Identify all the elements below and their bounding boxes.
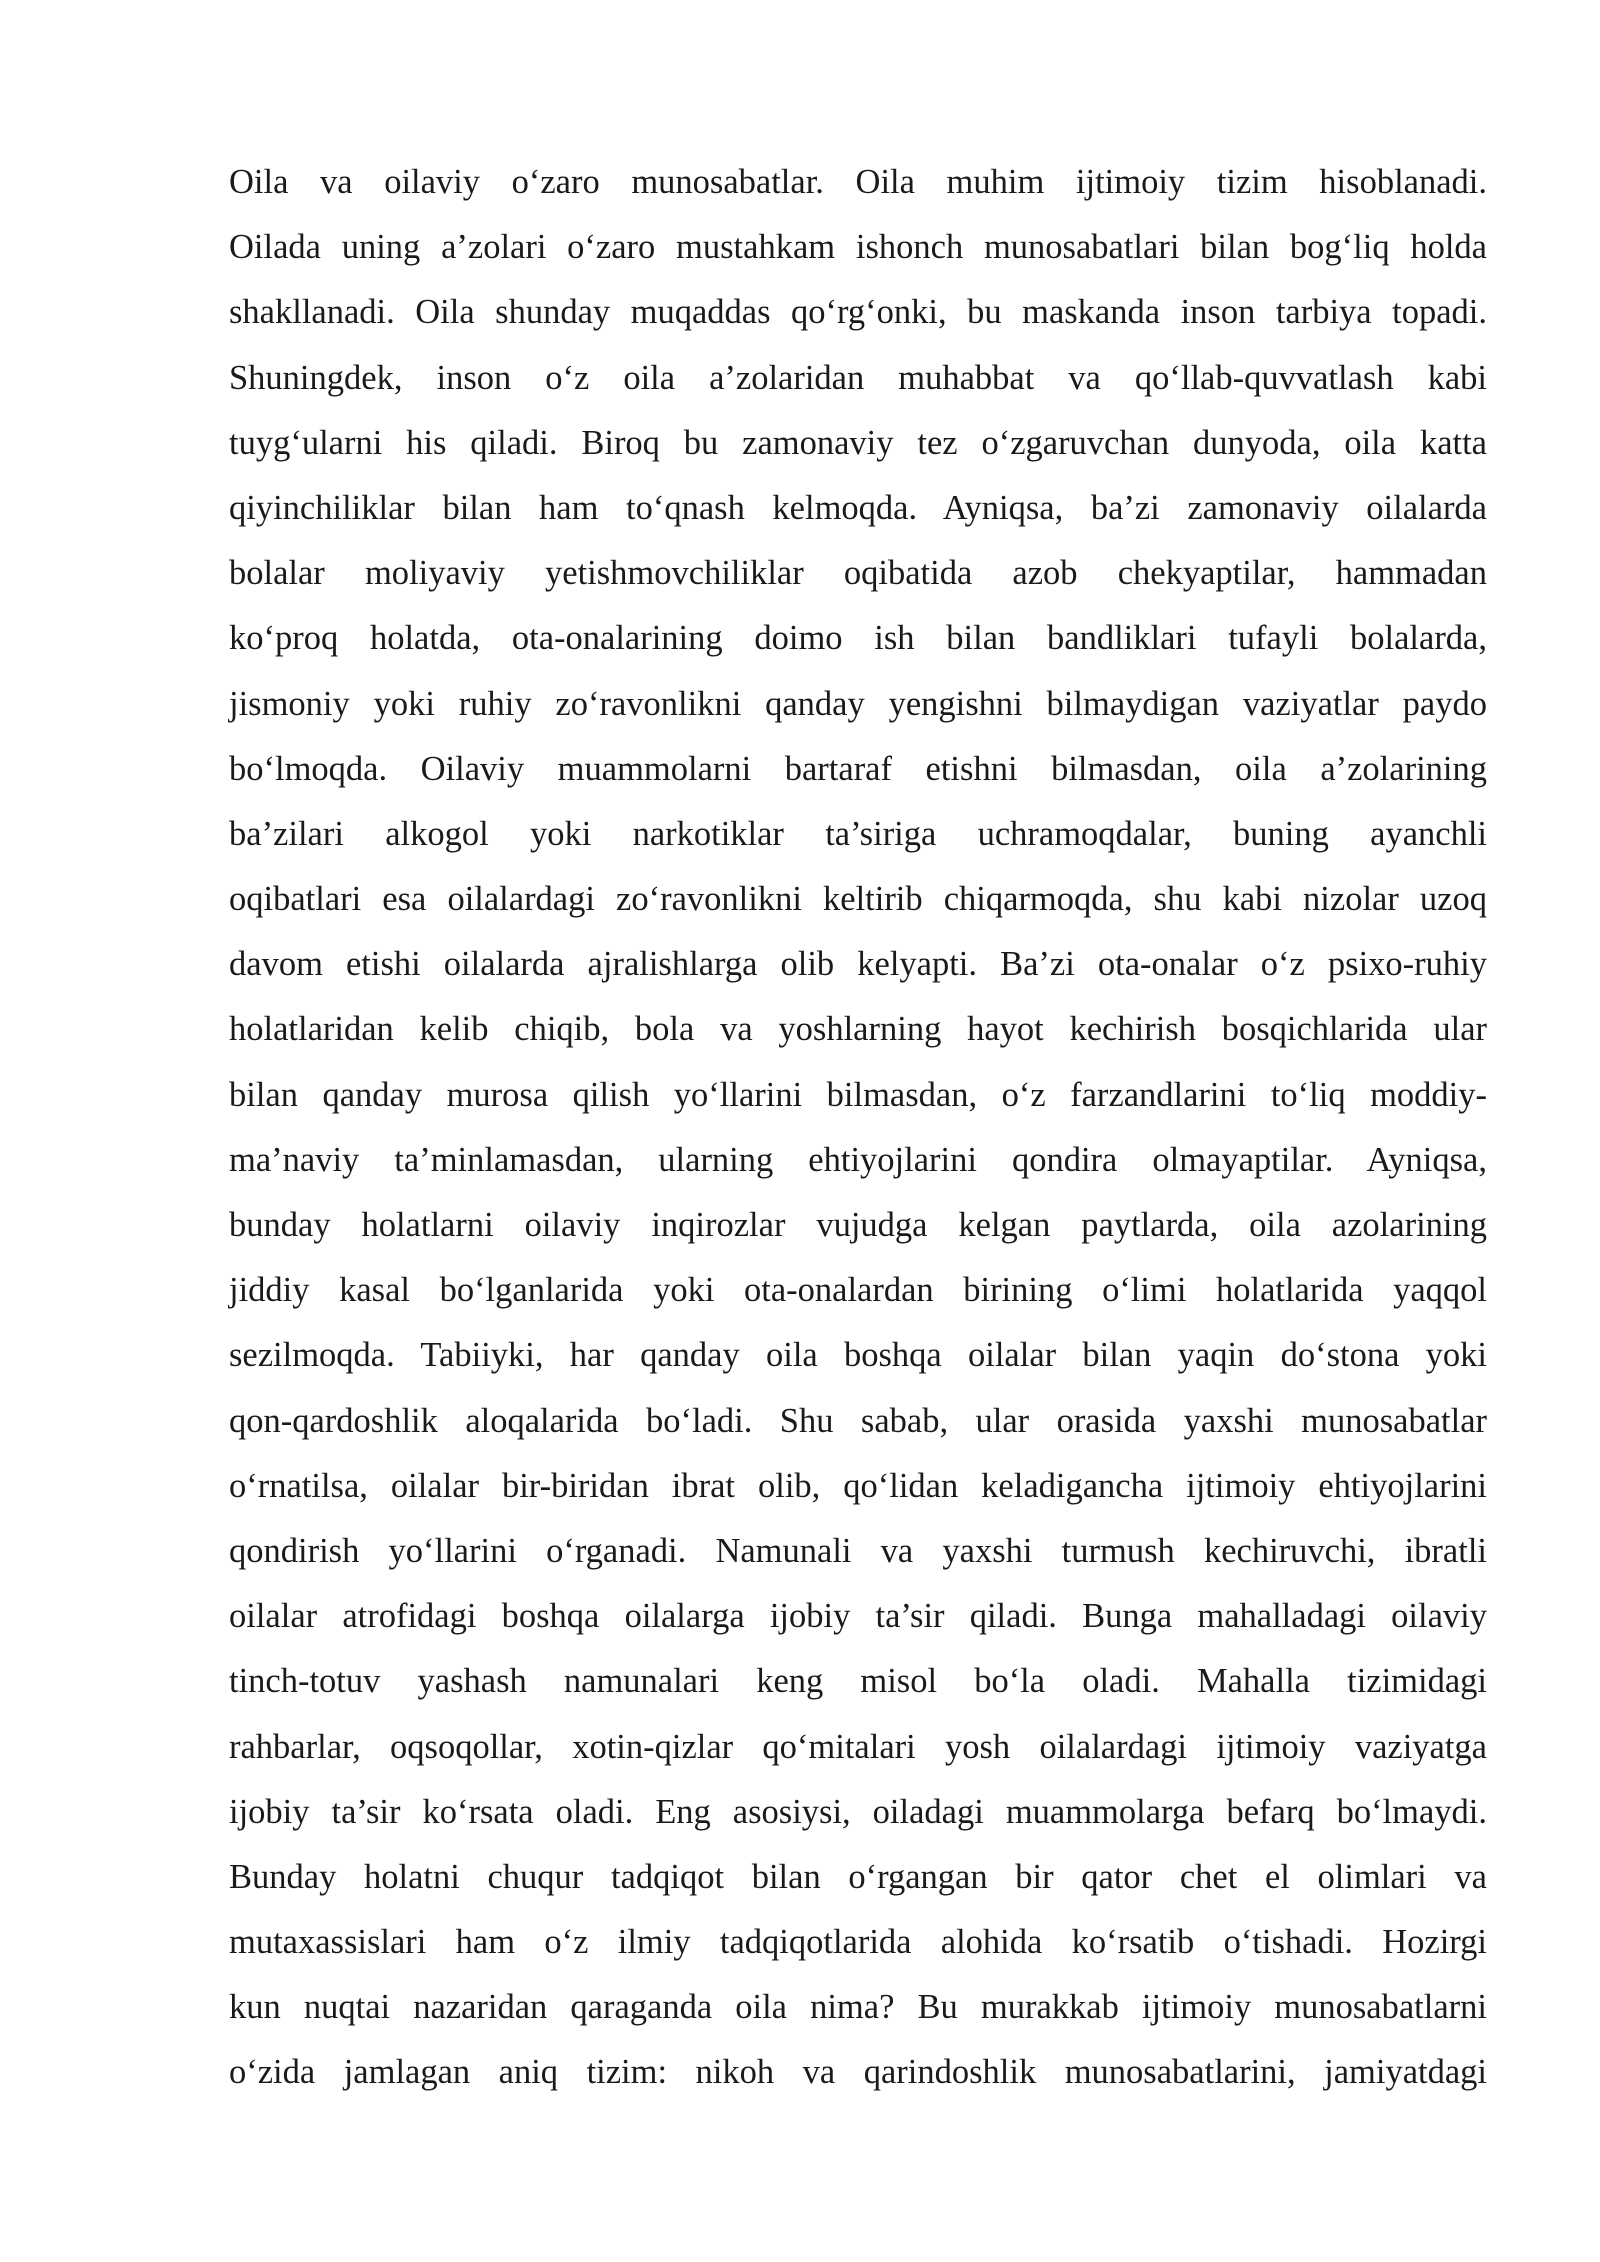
- text-line: ma’naviy ta’minlamasdan, ularning ehtiyojlarini qondira olmayaptilar. Ayniqsa,: [229, 1140, 1487, 1179]
- text-line: Bunday holatni chuqur tadqiqot bilan o‘rgangan bir qator chet el olimlari va: [229, 1857, 1487, 1896]
- text-line: Shuningdek, inson o‘z oila a’zolaridan muhabbat va qo‘llab-quvvatlash kabi: [229, 358, 1487, 397]
- text-line: qon-qardoshlik aloqalarida bo‘ladi. Shu sabab, ular orasida yaxshi munosabatlar: [229, 1401, 1487, 1440]
- text-line: shakllanadi. Oila shunday muqaddas qo‘rg‘onki, bu maskanda inson tarbiya topadi.: [229, 293, 1487, 332]
- text-line: o‘rnatilsa, oilalar bir-biridan ibrat olib, qo‘lidan keladigancha ijtimoiy ehtiyojlarini: [229, 1466, 1487, 1505]
- text-line: mutaxassislari ham o‘z ilmiy tadqiqotlarida alohida ko‘rsatib o‘tishadi. Hozirgi: [229, 1923, 1487, 1962]
- text-line: qiyinchiliklar bilan ham to‘qnash kelmoqda. Ayniqsa, ba’zi zamonaviy oilalarda: [229, 488, 1487, 527]
- text-line: oqibatlari esa oilalardagi zo‘ravonlikni keltirib chiqarmoqda, shu kabi nizolar uzoq: [229, 880, 1487, 919]
- text-line: Oila va oilaviy o‘zaro munosabatlar. Oila muhim ijtimoiy tizim hisoblanadi.: [229, 163, 1487, 201]
- text-line: tuyg‘ularni his qiladi. Biroq bu zamonaviy tez o‘zgaruvchan dunyoda, oila katta: [229, 423, 1487, 462]
- text-line: o‘zida jamlagan aniq tizim: nikoh va qarindoshlik munosabatlarini, jamiyatdagi: [229, 2053, 1487, 2092]
- text-line: tinch-totuv yashash namunalari keng misol bo‘la oladi. Mahalla tizimidagi: [229, 1662, 1487, 1701]
- text-line: Oilada uning a’zolari o‘zaro mustahkam ishonch munosabatlari bilan bog‘liq holda: [229, 228, 1487, 267]
- text-line: jiddiy kasal bo‘lganlarida yoki ota-onalardan birining o‘limi holatlarida yaqqol: [229, 1271, 1487, 1310]
- text-line: jismoniy yoki ruhiy zo‘ravonlikni qanday yengishni bilmaydigan vaziyatlar paydo: [229, 684, 1487, 723]
- text-line: davom etishi oilalarda ajralishlarga olib kelyapti. Ba’zi ota-onalar o‘z psixo-ruhiy: [229, 945, 1487, 984]
- text-line: bolalar moliyaviy yetishmovchiliklar oqibatida azob chekyaptilar, hammadan: [229, 554, 1487, 593]
- text-line: holatlaridan kelib chiqib, bola va yoshlarning hayot kechirish bosqichlarida ular: [229, 1010, 1487, 1049]
- text-line: bunday holatlarni oilaviy inqirozlar vujudga kelgan paytlarda, oila azolarining: [229, 1206, 1487, 1244]
- body-paragraph: [229, 150, 1487, 2106]
- text-line: ijobiy ta’sir ko‘rsata oladi. Eng asosiysi, oiladagi muammolarga befarq bo‘lmaydi.: [229, 1792, 1487, 1831]
- text-line: kun nuqtai nazaridan qaraganda oila nima? Bu murakkab ijtimoiy munosabatlarni: [229, 1988, 1487, 2027]
- text-line: rahbarlar, oqsoqollar, xotin-qizlar qo‘mitalari yosh oilalardagi ijtimoiy vaziyatga: [229, 1727, 1487, 1766]
- text-line: ko‘proq holatda, ota-onalarining doimo ish bilan bandliklari tufayli bolalarda,: [229, 619, 1487, 658]
- text-line: bilan qanday murosa qilish yo‘llarini bilmasdan, o‘z farzandlarini to‘liq moddiy-: [229, 1075, 1487, 1114]
- text-line: ba’zilari alkogol yoki narkotiklar ta’siriga uchramoqdalar, buning ayanchli: [229, 814, 1487, 853]
- text-line: bo‘lmoqda. Oilaviy muammolarni bartaraf etishni bilmasdan, oila a’zolarining: [229, 749, 1487, 788]
- text-line: oilalar atrofidagi boshqa oilalarga ijobiy ta’sir qiladi. Bunga mahalladagi oilaviy: [229, 1597, 1487, 1636]
- text-line: sezilmoqda. Tabiiyki, har qanday oila boshqa oilalar bilan yaqin do‘stona yoki: [229, 1336, 1487, 1375]
- text-line: qondirish yo‘llarini o‘rganadi. Namunali va yaxshi turmush kechiruvchi, ibratli: [229, 1531, 1487, 1570]
